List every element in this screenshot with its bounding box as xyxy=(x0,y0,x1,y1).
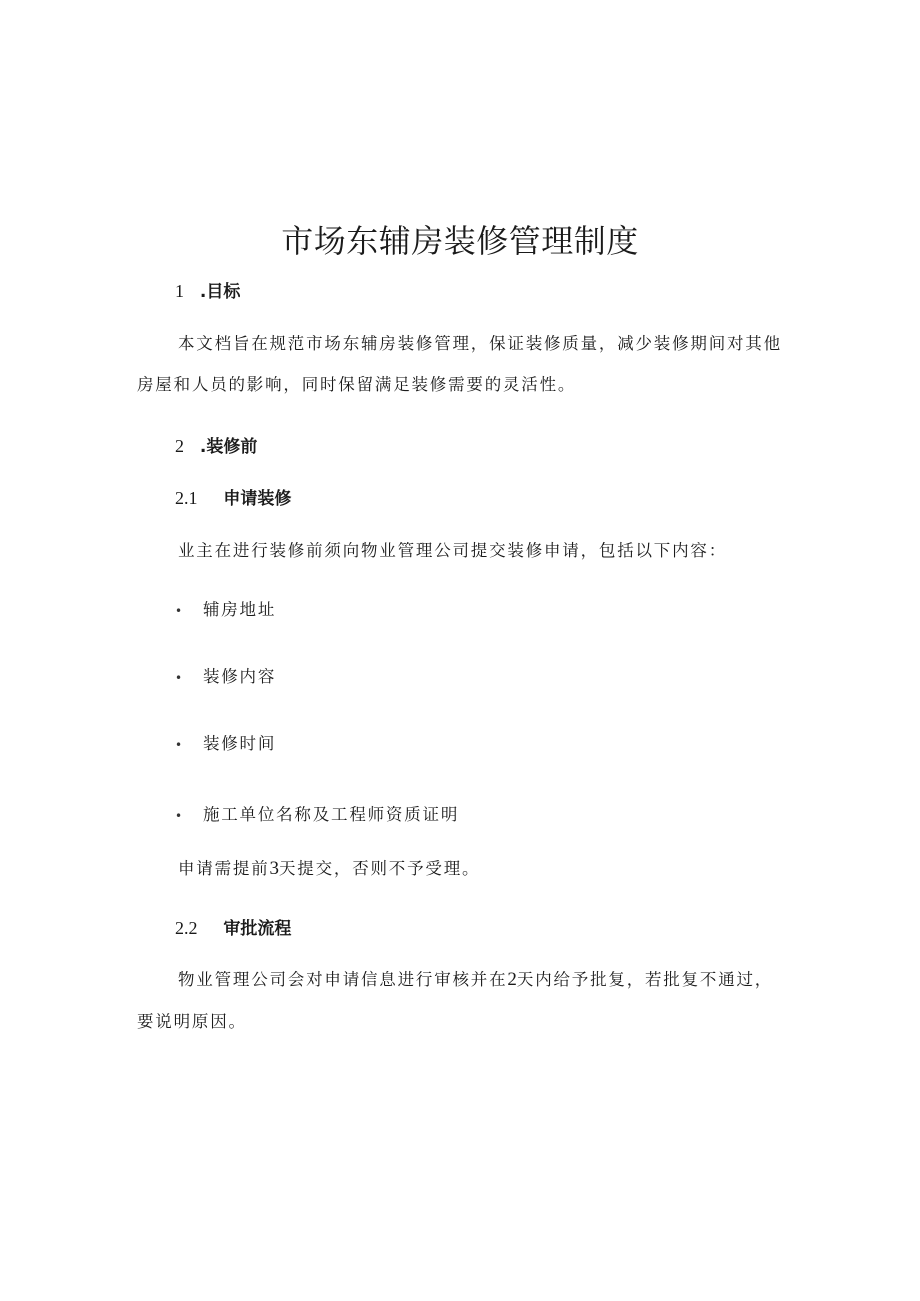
section-1-paragraph-line-2: 房屋和人员的影响，同时保留满足装修需要的灵活性。 xyxy=(137,375,577,394)
bullet-item-text: 施工单位名称及工程师资质证明 xyxy=(202,805,460,824)
approval-suffix: 天内给予批复，若批复不通过， xyxy=(516,970,774,989)
bullet-item xyxy=(175,663,276,687)
approval-days: 2 xyxy=(507,969,517,990)
section-1-paragraph-line-1: 本文档旨在规范市场东辅房装修管理，保证装修质量，减少装修期间对其他 xyxy=(178,334,782,353)
section-2-number: 2 xyxy=(175,436,184,456)
bullet-icon: • xyxy=(175,738,184,752)
subsection-2-1-number: 2.1 xyxy=(175,488,198,508)
bullet-item xyxy=(175,730,276,754)
note-days: 3 xyxy=(269,858,279,879)
approval-prefix: 物业管理公司会对申请信息进行审核并在 xyxy=(178,970,508,989)
subsection-2-1-intro: 业主在进行装修前须向物业管理公司提交装修申请，包括以下内容： xyxy=(178,541,727,560)
subsection-2-2-number: 2.2 xyxy=(175,918,198,938)
subsection-2-2-paragraph-line-1 xyxy=(178,966,773,991)
bullet-item xyxy=(175,801,459,825)
note-prefix: 申请需提前 xyxy=(178,859,270,878)
section-2-heading xyxy=(175,432,257,457)
bullet-item xyxy=(175,596,276,620)
subsection-2-1-heading xyxy=(175,484,291,509)
bullet-item-text: 装修时间 xyxy=(202,734,277,753)
section-1-heading xyxy=(175,277,240,302)
subsection-2-2-paragraph-line-2: 要说明原因。 xyxy=(137,1012,247,1031)
bullet-item-text: 装修内容 xyxy=(202,667,277,686)
bullet-icon: • xyxy=(175,809,184,823)
note-suffix: 天提交，否则不予受理。 xyxy=(279,859,481,878)
section-1-title: .目标 xyxy=(199,282,241,302)
document-title: 市场东辅房装修管理制度 xyxy=(281,222,639,260)
subsection-2-1-title: 申请装修 xyxy=(223,489,292,509)
subsection-2-1-note xyxy=(178,855,480,880)
subsection-2-2-title: 审批流程 xyxy=(223,919,292,939)
bullet-item-text: 辅房地址 xyxy=(202,600,277,619)
section-1-number: 1 xyxy=(175,281,184,301)
bullet-icon: • xyxy=(175,604,184,618)
bullet-icon: • xyxy=(175,671,184,685)
section-2-title: .装修前 xyxy=(199,437,258,457)
subsection-2-2-heading xyxy=(175,914,291,939)
